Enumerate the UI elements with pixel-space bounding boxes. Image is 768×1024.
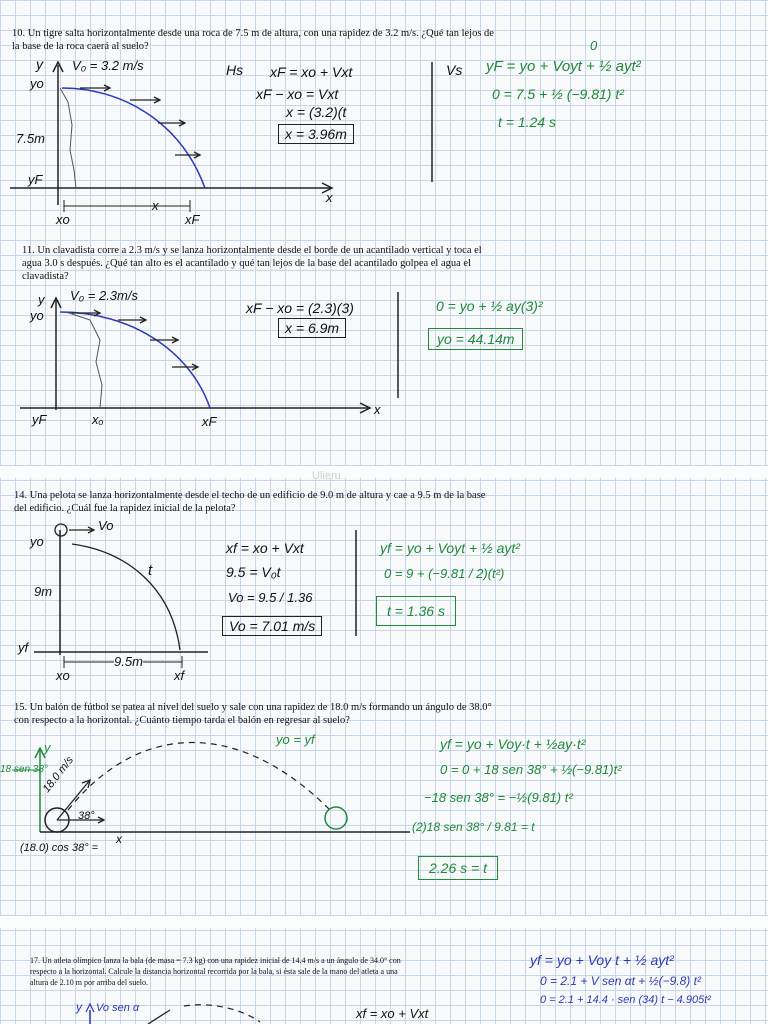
p11-label-y: y bbox=[38, 292, 45, 307]
p10-label-yf: yF bbox=[28, 172, 43, 187]
p14-label-t: t bbox=[148, 562, 153, 579]
p10-label-xf: xF bbox=[185, 212, 200, 227]
p14-label-yf: yf bbox=[18, 640, 29, 655]
p11-label-v0: V₀ = 2.3m/s bbox=[70, 288, 138, 303]
p14-eq3: Vo = 9.5 / 1.36 bbox=[228, 590, 313, 605]
p10-zero: 0 bbox=[590, 38, 598, 53]
p15-green-eq3: −18 sen 38° = −½(9.81) t² bbox=[424, 790, 573, 805]
problem-14-statement: 14. Una pelota se lanza horizontalmente desde el techo de un edificio de 9.0 m de altura y cae a 9.5 m de la base del edificio. ¿Cuál fue la rapidez inicial de la pelota? bbox=[14, 490, 486, 514]
p15-label-vy: 18 sen 38° bbox=[0, 764, 48, 775]
p14-label-height: 9m bbox=[34, 584, 53, 599]
p15-green-eq4: (2)18 sen 38° / 9.81 = t bbox=[412, 820, 535, 834]
p10-green-eq3: t = 1.24 s bbox=[498, 114, 556, 130]
p10-label-x-axis: x bbox=[326, 190, 333, 205]
p11-answer: x = 6.9m bbox=[278, 318, 346, 338]
p10-vs: Vs bbox=[446, 62, 463, 78]
problem-15-statement: 15. Un balón de fútbol se patea al nivel del suelo y sale con una rapidez de 18.0 m/s formando un ángulo de 38.0° con respecto a la horizontal. ¿Cuánto tiempo tarda el balón en regresar al suelo? bbox=[14, 702, 492, 726]
p17-label-y: y bbox=[76, 1000, 82, 1014]
p11-label-yf: yF bbox=[32, 412, 47, 427]
p17-blue-eq3: 0 = 2.1 + 14.4 · sen (34) t − 4.905t² bbox=[540, 994, 711, 1006]
problem-17-statement: 17. Un atleta olímpico lanza la bala (de masa = 7.3 kg) con una rapidez inicial de 14.4 m/s a un ángulo de 34.0° con respecto a la horizontal. Calcule la distancia horizontal recorrida por la bala, si ésta sale de la mano del atleta a una altura de 2.10 m por arriba del suelo. bbox=[30, 956, 401, 987]
p15-label-vx: (18.0) cos 38° = bbox=[20, 842, 99, 854]
p14-green-eq2: 0 = 9 + (−9.81 / 2)(t²) bbox=[384, 566, 505, 581]
p15-green-eq1: yf = yo + Voy·t + ½ay·t² bbox=[440, 736, 586, 752]
p10-label-v0: V₀ = 3.2 m/s bbox=[72, 58, 144, 73]
p10-green-eq1: yF = yo + Voyt + ½ ayt² bbox=[486, 58, 641, 75]
problem-11-statement: 11. Un clavadista corre a 2.3 m/s y se lanza horizontalmente desde el borde de un acantilado vertical y toca el agua 3.0 s después. ¿Qué tan alto es el acantilado y qué tan lejos de la base del acantilado golpea el agua el clavadista? bbox=[22, 245, 482, 282]
p10-label-height: 7.5m bbox=[16, 131, 45, 146]
problem-10-statement: 10. Un tigre salta horizontalmente desde una roca de 7.5 m de altura, con una rapidez de 3.2 m/s. ¿Qué tan lejos de la base de la roca caerá al suelo? bbox=[12, 28, 494, 52]
p10-hs: Hs bbox=[226, 62, 244, 78]
p10-label-x: x bbox=[152, 198, 159, 213]
p11-label-yo: yo bbox=[30, 308, 44, 323]
p10-eq3: x = (3.2)(t bbox=[286, 104, 347, 120]
p10-green-eq2: 0 = 7.5 + ½ (−9.81) t² bbox=[492, 86, 624, 102]
p14-green-eq1: yf = yo + Voyt + ½ ayt² bbox=[380, 540, 520, 556]
p14-label-dist: 9.5m bbox=[114, 654, 143, 669]
p15-label-v: 18.0 m/s bbox=[40, 754, 76, 795]
p10-eq1: xF = xo + Vxt bbox=[270, 64, 353, 80]
p10-label-xo: xo bbox=[56, 212, 70, 227]
p14-answer: Vo = 7.01 m/s bbox=[222, 616, 322, 636]
p14-eq1: xf = xo + Vxt bbox=[226, 540, 304, 556]
p10-answer: x = 3.96m bbox=[278, 124, 354, 144]
p10-label-y: y bbox=[36, 56, 43, 72]
p15-label-angle: 38° bbox=[78, 810, 95, 822]
p15-label-yoyf: yo = yf bbox=[276, 732, 315, 747]
p14-label-xf: xf bbox=[174, 668, 185, 683]
p17-blue-eq1: yf = yo + Voy t + ½ ayt² bbox=[530, 952, 674, 968]
p15-label-y: y bbox=[44, 740, 51, 755]
p14-label-xo: xo bbox=[56, 668, 70, 683]
p15-label-x: x bbox=[116, 832, 122, 846]
p10-eq2: xF − xo = Vxt bbox=[256, 86, 339, 102]
p11-label-xo: xₒ bbox=[92, 412, 104, 427]
p11-label-xf: xF bbox=[202, 414, 217, 429]
p17-eq1: xf = xo + Vxt bbox=[356, 1006, 429, 1021]
p17-blue-eq2: 0 = 2.1 + V sen αt + ½(−9.8) t² bbox=[540, 974, 701, 988]
p14-watermark: Ulieru bbox=[312, 470, 341, 482]
p10-label-yo: yo bbox=[30, 76, 44, 91]
p14-label-yo: yo bbox=[30, 534, 44, 549]
p15-green-eq2: 0 = 0 + 18 sen 38° + ½(−9.81)t² bbox=[440, 762, 622, 777]
p17-label-vy: Vo sen α bbox=[96, 1002, 140, 1014]
p11-green-answer: yo = 44.14m bbox=[428, 328, 523, 350]
p14-eq2: 9.5 = V₀t bbox=[226, 564, 281, 580]
p11-eq1: xF − xo = (2.3)(3) bbox=[246, 300, 354, 316]
p15-green-answer: 2.26 s = t bbox=[418, 856, 498, 880]
p11-green-eq1: 0 = yo + ½ ay(3)² bbox=[436, 298, 543, 314]
p14-label-v0: Vo bbox=[98, 518, 114, 533]
p11-label-x-axis: x bbox=[374, 402, 381, 417]
p14-green-answer: t = 1.36 s bbox=[376, 596, 456, 626]
